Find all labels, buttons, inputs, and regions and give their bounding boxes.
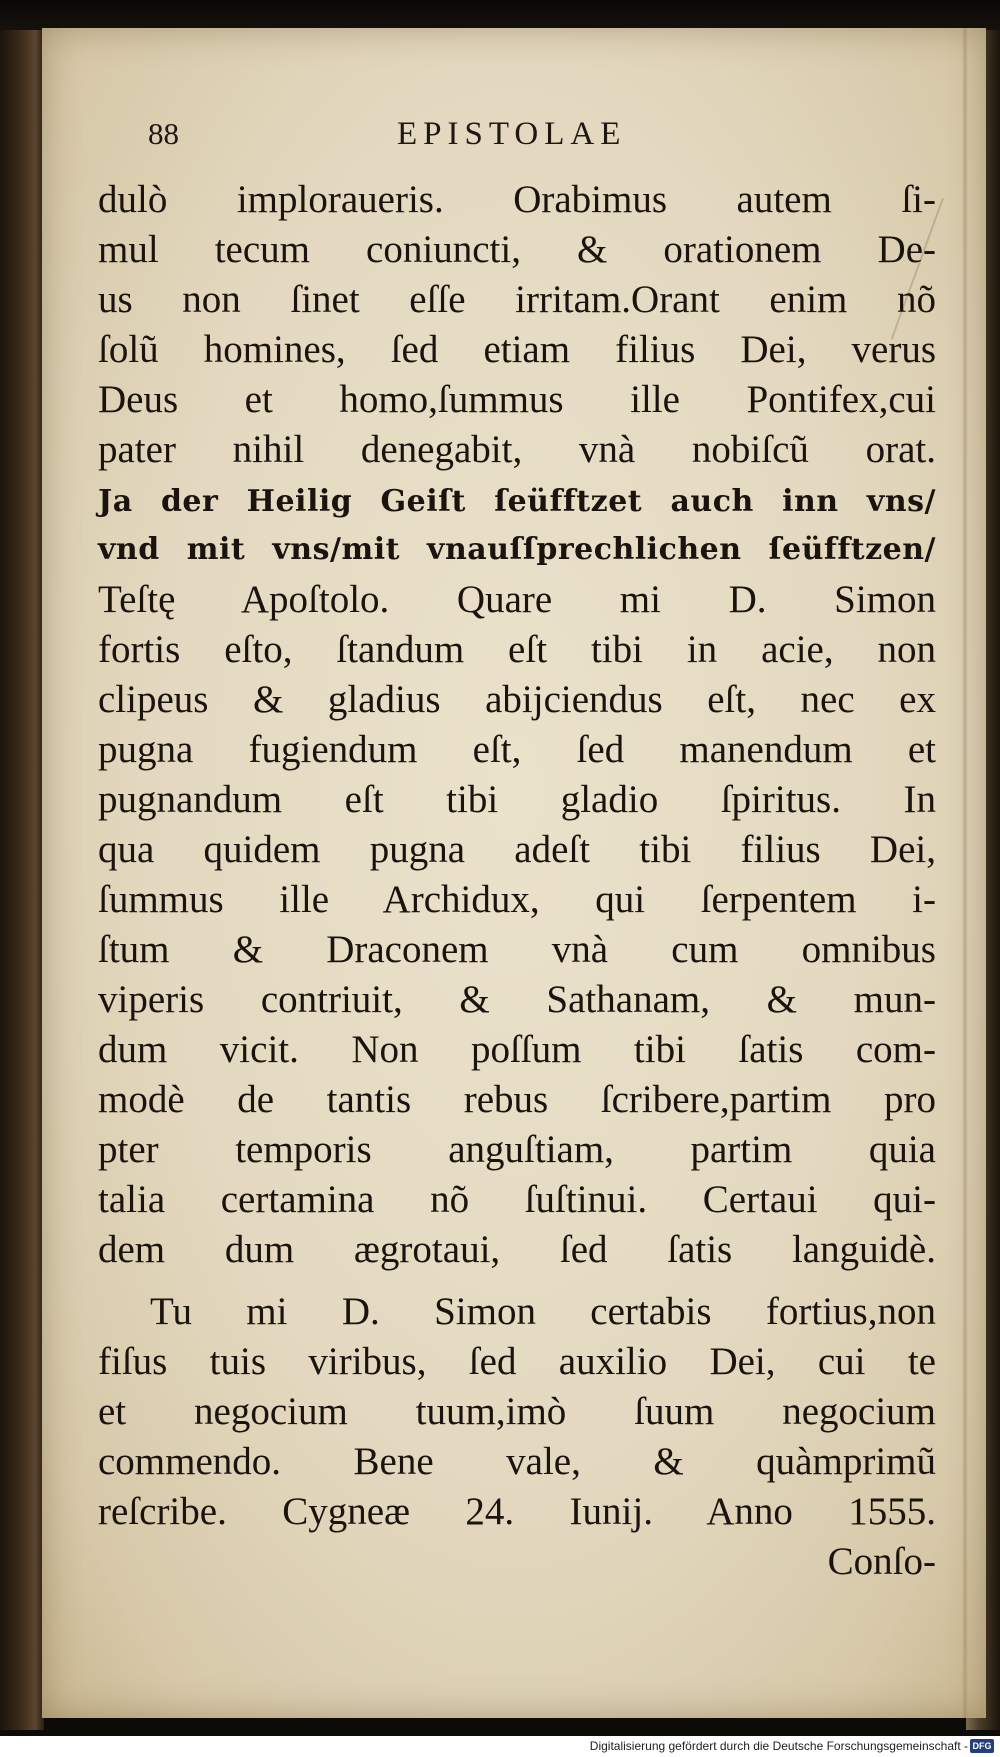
- text-line: commendo. Bene vale, & quàmprimũ: [98, 1440, 936, 1483]
- book-page: [42, 28, 986, 1718]
- text-line: ſtum & Draconem vnà cum omnibus: [98, 928, 936, 971]
- text-line: dum vicit. Non poſſum tibi ſatis com-: [98, 1028, 936, 1071]
- text-line: ſolũ homines, ſed etiam filius Dei, verus: [98, 328, 936, 371]
- text-line: clipeus & gladius abijciendus eſt, nec ex: [98, 678, 936, 721]
- text-line: us non ſinet eſſe irritam.Orant enim nõ: [98, 278, 936, 321]
- text-line: reſcribe. Cygneæ 24. Iunij. Anno 1555.: [98, 1490, 936, 1533]
- text-line: ſummus ille Archidux, qui ſerpentem i-: [98, 878, 936, 921]
- text-line: pater nihil denegabit, vnà nobiſcũ orat.: [98, 428, 936, 471]
- text-line: fiſus tuis viribus, ſed auxilio Dei, cui te: [98, 1340, 936, 1383]
- text-line: pter temporis anguſtiam, partim quia: [98, 1128, 936, 1171]
- binding-left-edge: [0, 30, 44, 1730]
- page-text: [42, 28, 986, 1718]
- text-line: pugnandum eſt tibi gladio ſpiritus. In: [98, 778, 936, 821]
- text-line: et negocium tuum,imò ſuum negocium: [98, 1390, 936, 1433]
- text-line: qua quidem pugna adeſt tibi filius Dei,: [98, 828, 936, 871]
- text-line: pugna fugiendum eſt, ſed manendum et: [98, 728, 936, 771]
- text-line: talia certamina nõ ſuſtinui. Certaui qui-: [98, 1178, 936, 1221]
- funding-credit: Digitalisierung gefördert durch die Deutsche Forschungsgemeinschaft -: [589, 1739, 968, 1753]
- text-line: dulò imploraueris. Orabimus autem ſi-: [98, 178, 936, 221]
- text-line: fortis eſto, ſtandum eſt tibi in acie, non: [98, 628, 936, 671]
- text-line: Teſtę Apoſtolo. Quare mi D. Simon: [98, 578, 936, 621]
- text-line: modè de tantis rebus ſcribere,partim pro: [98, 1078, 936, 1121]
- blackletter-line: Ja der Heilig Geiſt ſeüfftzet auch inn vns/: [98, 484, 936, 519]
- text-line: viperis contriuit, & Sathanam, & mun-: [98, 978, 936, 1021]
- paragraph-start-line: Tu mi D. Simon certabis fortius,non: [150, 1290, 936, 1333]
- text-line: mul tecum coniuncti, & orationem De-: [98, 228, 936, 271]
- text-line: Deus et homo,ſummus ille Pontifex,cui: [98, 378, 936, 421]
- page-number: 88: [148, 116, 179, 151]
- blackletter-line: vnd mit vns/mit vnauſſprechlichen ſeüfftzen/: [98, 532, 936, 567]
- dfg-logo: DFG: [970, 1739, 994, 1753]
- text-line: dem dum ægrotaui, ſed ſatis languidè.: [98, 1228, 936, 1271]
- digitization-footer: [0, 1736, 1000, 1757]
- catchword: Conſo-: [827, 1540, 936, 1583]
- running-title: EPISTOLAE: [397, 116, 627, 152]
